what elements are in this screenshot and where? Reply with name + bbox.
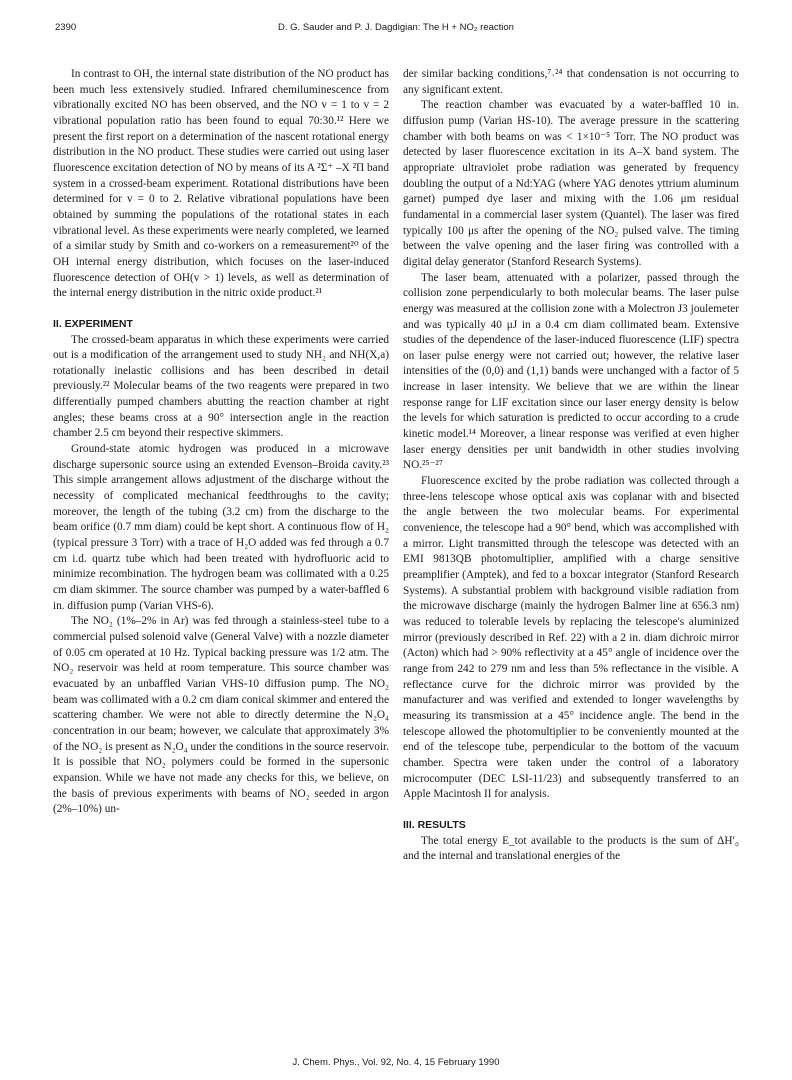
page-number: 2390 xyxy=(55,22,77,33)
paragraph: The NO₂ (1%–2% in Ar) was fed through a stainless-steel tube to a commercial pulsed solenoid valve (General Valve) with a nozzle diameter of 0.05 cm operated at 10 Hz. Typical backing pressure was 1/2 atm. The NO₂ reservoir was held at room temperature. This source chamber was evacuated by an unbaffled Varian VHS-10 diffusion pump. The NO₂ beam was collimated with a 0.2 cm diam conical skimmer and entered the scattering chamber. We were not able to directly determine the N₂O₄ concentration in our beam; however, we calculate that approximately 3% of the NO₂ is present as N₂O₄ under the conditions in the source reservoir. It is possible that NO₂ polymers could be formed in the supersonic expansion. While we have not made any checks for this, we believe, on the basis of previous experiments with beams of NO₂ seeded in argon (2%–10%) un- xyxy=(53,615,389,816)
section-heading-experiment: II. EXPERIMENT xyxy=(53,317,133,330)
running-title: D. G. Sauder and P. J. Dagdigian: The H + NO₂ reaction xyxy=(278,22,514,33)
right-column xyxy=(403,67,739,865)
left-column xyxy=(53,67,389,818)
paragraph-continued: der similar backing conditions,⁷˒²⁴ that condensation is not occurring to any significant extent. xyxy=(403,68,739,96)
journal-citation-footer: J. Chem. Phys., Vol. 92, No. 4, 15 February 1990 xyxy=(292,1057,500,1068)
paragraph: The total energy E_tot available to the products is the sum of ΔH′₀ and the internal and translational energies of the xyxy=(403,834,739,863)
paragraph: Fluorescence excited by the probe radiation was collected through a three-lens telescope whose optical axis was coplanar with and bisected the angle between the two molecular beams. For experimental convenience, the telescope had a 90° bend, which was accomplished with a mirror. Light transmitted through the telescope was detected with an EMI 9813QB photomultiplier, amplified with a charge sensitive preamplifier (Amptek), and fed to a boxcar integrator (Stanford Research Systems). A substantial problem with background visible radiation from the microwave discharge (mainly the hydrogen Balmer line at 656.3 nm) was reduced to tolerable levels by replacing the telescope's aluminized mirror (previously described in Ref. 22) with a 2 in. diam dichroic mirror (Acton) which had > 90% reflectivity at a 45° angle of incidence over the range from 242 to 279 nm and less than 5% reflectance in the visible. A reflectance curve for the dichroic mirror was provided by the manufacturer and was verified and extended to longer wavelengths by measuring its transmission at a 45° incidence angle. The bend in the telescope allowed the photomultiplier to be conveniently mounted at the end of the telescope tube, perpendicular to the bottom of the vacuum chamber. Spectra were taken under the control of a laboratory microcomputer (DEC LSI-11/23) and subsequently transferred to an Apple Macintosh II for analysis. xyxy=(403,475,739,801)
paragraph: Ground-state atomic hydrogen was produced in a microwave discharge supersonic source using an extended Evenson–Broida cavity.²³ This simple arrangement allows adjustment of the discharge without the necessity of complicated mechanical feedthroughs to the cavity; moreover, the length of the tubing (3.2 cm) from the discharge to the beam orifice (0.7 mm diam) could be kept short. A continuous flow of H₂ (typical pressure 3 Torr) with a trace of H₂O added was fed through a 0.7 cm i.d. quartz tube which had been treated with hydrofluoric acid to minimize recombination. The hydrogen beam was collimated with a 0.25 cm diam skimmer. The source chamber was pumped by a water-baffled 6 in. diffusion pump (Varian VHS-6). xyxy=(53,443,389,612)
paragraph: The laser beam, attenuated with a polarizer, passed through the collision zone perpendicularly to both molecular beams. The laser pulse energy was measured at the collision zone with a Molectron J3 joulemeter and was typically 40 μJ in a 0.4 cm diam collimated beam. Extensive studies of the dependence of the laser-induced fluorescence (LIF) spectra on laser pulse energy were not carried out; however, the relative laser intensities of the (0,0) and (1,1) bands were unchanged with a factor of 5 increase in laser intensity. We believe that we are within the linear response range for LIF excitation since our laser energy density is below the levels for which saturation is predicted to occur according to a crude kinetic model.¹⁴ Moreover, a linear response was verified at even higher laser energy densities per unit bandwidth in other studies involving NO.²⁵⁻²⁷ xyxy=(403,271,739,472)
paragraph: The reaction chamber was evacuated by a water-baffled 10 in. diffusion pump (Varian HS-10). The average pressure in the scattering chamber with both beams on was < 1×10⁻⁵ Torr. The NO product was detected by laser fluorescence excitation in its A–X band system. The appropriate ultraviolet probe radiation was generated by frequency doubling the output of a Nd:YAG (where YAG denotes yttrium aluminum garnet) pumped dye laser and mixing with the 1.06 μm residual fundamental in a commercial laser system (Quantel). The laser was fired typically 100 μs after the opening of the NO₂ pulsed valve. The timing between the valve opening and the laser firing was controlled with a digital delay generator (Stanford Research Systems). xyxy=(403,99,739,268)
section-heading-results: III. RESULTS xyxy=(403,818,466,831)
paragraph: The crossed-beam apparatus in which these experiments were carried out is a modification of the arrangement used to study NH₂ and NH(X,a) rotationally inelastic collisions and has been described in detail previously.²² Molecular beams of the two reagents were prepared in two differentially pumped chambers abutting the reaction chamber at right angles; these beams cross at a 90° intersection angle in the reaction chamber 2.5 cm beyond their respective skimmers. xyxy=(53,333,389,440)
running-head xyxy=(55,22,737,38)
paragraph: In contrast to OH, the internal state distribution of the NO product has been much less extensively studied. Infrared chemiluminescence from vibrationally excited NO has been observed, and the NO v = 1 to v = 2 vibrational population ratio has been found to equal 70:30.¹² Here we present the first report on a determination of the nascent rotational energy distribution in the NO product. These studies were carried out using laser fluorescence excitation detection of NO by means of its A ²Σ⁺ –X ²Π band system in a crossed-beam experiment. Rotational distributions have been determined for v = 0 to 2. Relative vibrational populations have been obtained by summing the populations of the rotational states in each vibrational level. As these experiments were nearly completed, we learned of a similar study by Smith and co-workers on a remeasurement²⁰ of the OH internal energy distribution, which focuses on the laser-induced fluorescence detection of OH(v > 1) levels, as well as determination of the internal energy distribution in the nitric oxide product.²¹ xyxy=(53,68,389,300)
